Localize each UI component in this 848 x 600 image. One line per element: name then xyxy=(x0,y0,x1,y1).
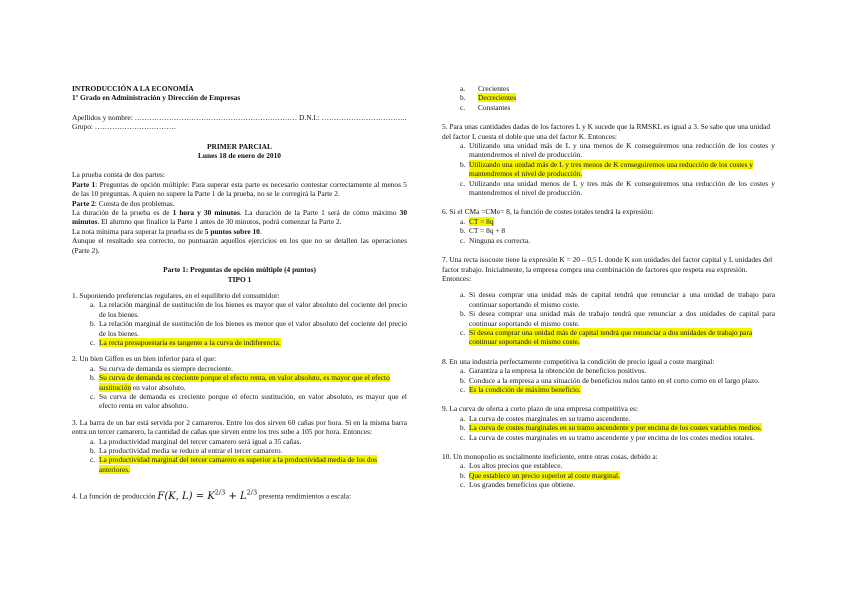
question-4-stem: 4. La función de producción F(K, $L) = K^{2/3} + L^{2/3}$ presenta rendimientos a escala: xyxy=(72,488,352,502)
exam-title: PRIMER PARCIAL xyxy=(207,141,272,151)
option-c[interactable]: c. Si desea comprar una unidad más de capital tendrá que renunciar a dos unidades de trabajo para continuar soportando el mismo coste. xyxy=(460,327,753,347)
option-c[interactable]: c. Constantes xyxy=(460,102,511,112)
instructions-note: Aunque el resultado sea correcto, no puntuarán aquellos ejercicios en los que no se detallen las operaciones (Parte 2). xyxy=(72,236,407,255)
option-b[interactable]: b. Decrecientes xyxy=(460,93,517,103)
question-2 xyxy=(72,354,407,410)
group-line: Grupo: …………………………… xyxy=(72,122,177,132)
option-b[interactable]: b. Su curva de demanda es creciente porque el efecto renta, en valor absoluto, es mayor que el efecto sustitución en valor absoluto. xyxy=(90,373,390,392)
right-column xyxy=(442,84,775,490)
option-a[interactable]: a. Garantiza a la empresa la obtención de beneficios positivos. xyxy=(460,366,647,376)
question-9 xyxy=(442,404,775,442)
exam-date: Lunes 18 de enero de 2010 xyxy=(197,151,281,161)
instructions-grade: La nota mínima para superar la prueba es de 5 puntos sobre 10. xyxy=(72,226,262,236)
question-10 xyxy=(442,452,775,490)
option-a[interactable]: a. Si desea comprar una unidad más de capital tendrá que renunciar a una unidad de trabajo para continuar soportando el mismo coste. xyxy=(460,290,775,309)
option-c[interactable]: c. La productividad marginal del tercer camarero es superior a la productividad media de los dos anteriores. xyxy=(90,455,378,474)
option-b[interactable]: b. Utilizando una unidad más de L y tres menos de K conseguiremos una reducción de los costes y mantendremos el nivel de producción. xyxy=(460,159,753,179)
question-stem: 1. Suponiendo preferencias regulares, en el equilibrio del consumidor: xyxy=(72,290,280,300)
type-title: TIPO 1 xyxy=(227,274,252,284)
option-b[interactable]: b. Que establece un precio superior al coste marginal. xyxy=(460,470,620,480)
option-b[interactable]: b. La curva de costes marginales en su tramo ascendente y por encima de los costes variables medios. xyxy=(460,423,762,433)
question-stem: 3. La barra de un bar está servida por 2 camareros. Entre los dos sirven 60 cañas por hora. Si en la misma barra entra un tercer camarero, la cantidad de cañas que sirven entre los tres sube a 105 por hora. Entonces: xyxy=(72,417,407,437)
option-c[interactable]: c. Los grandes beneficios que obtiene. xyxy=(460,480,576,490)
option-b[interactable]: b. CT = 8q + 8 xyxy=(460,226,506,236)
option-c[interactable]: c. Su curva de demanda es creciente porque el efecto sustitución, en valor absoluto, es mayor que el efecto renta en valor absoluto. xyxy=(90,391,407,411)
option-a[interactable]: a. Los altos precios que establece. xyxy=(460,461,563,471)
highlighted-answer: La productividad marginal del tercer camarero es superior a la productividad media de los dos anteriores. xyxy=(99,455,378,474)
instructions-part1: Parte 1: Preguntas de opción múltiple: Para superar esta parte es necesario contestar correctamente al menos 5 de las 10 preguntas. A quien no supere la Parte 1 de la prueba, no se le corregirá la Parte 2. xyxy=(72,179,407,199)
question-stem: 9. La curva de oferta a corto plazo de una empresa competitiva es: xyxy=(442,404,638,414)
question-1 xyxy=(72,291,407,347)
option-c[interactable]: c. Utilizando una unidad menos de L y tres más de K conseguiremos una reducción de los costes y mantendremos el nivel de producción. xyxy=(460,178,775,198)
instructions-duration: La duración de la prueba es de 1 hora y 30 minutos. La duración de la Parte 1 será de cómo máximo 30 minutos. El alumno que finalice la Parte 1 antes de 30 minutos, podrá comenzar la Parte 2. xyxy=(72,208,408,227)
question-8 xyxy=(442,357,775,395)
name-line: Apellidos y nombre: ………………………………………………………… D.N.I.: …………………………….. xyxy=(72,112,407,122)
production-function-formula: F(K, $L) = K^{2/3} + L^{2/3}$ xyxy=(157,488,258,502)
option-a[interactable]: a. CT = 8q xyxy=(460,216,494,226)
highlighted-answer: La curva de costes marginales en su tramo ascendente y por encima de los costes variables medios. xyxy=(469,423,762,433)
question-stem: 10. Un monopolio es socialmente ineficiente, entre otras cosas, debido a: xyxy=(442,452,658,461)
question-7 xyxy=(442,255,775,347)
option-c[interactable]: c. La curva de costes marginales en su tramo ascendente y por encima de los costes medios totales. xyxy=(460,432,755,442)
option-a[interactable]: a. Su curva de demanda es siempre decreciente. xyxy=(90,363,233,373)
left-column xyxy=(72,84,407,501)
option-a[interactable]: a. La curva de costes marginales en su tramo ascendente. xyxy=(460,413,631,423)
question-6 xyxy=(442,207,775,245)
highlighted-answer: Que establece un precio superior al coste marginal. xyxy=(469,470,620,480)
option-a[interactable]: a. La relación marginal de sustitución de los bienes es mayor que el valor absoluto del cociente del precio de los bienes. xyxy=(90,300,407,319)
question-stem: 6. Si el CMa =CMe= 8, la función de costes totales tendrá la expresión: xyxy=(442,207,654,217)
question-3 xyxy=(72,418,407,474)
instructions-part2: Parte 2: Consta de dos problemas. xyxy=(72,198,175,208)
highlighted-answer: Utilizando una unidad más de L y tres menos de K conseguiremos una reducción de los costes y mantendremos el nivel de producción. xyxy=(469,159,753,179)
highlighted-answer: Su curva de demanda es creciente porque el efecto renta, en valor absoluto, es mayor que el efecto sustitución xyxy=(99,373,390,392)
highlighted-answer: Es la condición de máximo beneficio. xyxy=(469,384,581,394)
option-a[interactable]: a. Crecientes xyxy=(460,84,510,93)
option-b[interactable]: b. La productividad media se reduce al entrar el tercer camarero. xyxy=(90,446,283,455)
option-b[interactable]: b. Si desea comprar una unidad más de trabajo tendrá que renunciar a dos unidades de capital para continuar soportando el mismo coste. xyxy=(460,309,775,328)
option-b[interactable]: b. Conduce a la empresa a una situación de beneficios nulos tanto en el corto como en el largo plazo. xyxy=(460,375,760,385)
option-c[interactable]: c. Ninguna es correcta. xyxy=(460,235,530,245)
option-b[interactable]: b. La relación marginal de sustitución de los bienes es menor que el valor absoluto del cociente del precio de los bienes. xyxy=(90,319,407,338)
option-c[interactable]: c. Es la condición de máximo beneficio. xyxy=(460,384,581,394)
question-stem: 7. Una recta isocoste tiene la expresión K = 20 – 0,5 L donde K son unidades del factor capital y L unidades del factor trabajo. Inicialmente, la empresa compra una combinación de factores que respeta esa expresión. Entonces: xyxy=(442,255,773,283)
question-stem: 2. Un bien Giffen es un bien inferior para el que: xyxy=(72,354,217,364)
question-4-options xyxy=(442,84,775,112)
option-a[interactable]: a. La productividad marginal del tercer camarero será igual a 35 cañas. xyxy=(90,436,302,446)
part-title: Parte 1: Preguntas de opción múltiple (4 puntos) xyxy=(163,265,316,275)
highlighted-answer: La recta presupuestaria es tangente a la curva de indiferencia. xyxy=(99,337,281,347)
instructions-intro: La prueba consta de dos partes: xyxy=(72,170,165,180)
highlighted-answer: Si desea comprar una unidad más de capital tendrá que renunciar a dos unidades de trabajo para continuar soportando el mismo coste. xyxy=(469,327,753,347)
question-stem: 8. En una industria perfectamente competitiva la condición de precio igual a coste marginal: xyxy=(442,356,715,366)
instructions xyxy=(72,170,407,255)
option-a[interactable]: a. Utilizando una unidad más de L y una menos de K conseguiremos una reducción de los costes y mantendremos el nivel de producción. xyxy=(460,141,775,160)
degree-title: 1º Grado en Administración y Dirección de Empresas xyxy=(72,93,241,103)
option-c[interactable]: c. La recta presupuestaria es tangente a la curva de indiferencia. xyxy=(90,337,281,347)
highlighted-answer: Decrecientes xyxy=(478,93,517,103)
course-title: INTRODUCCIÓN A LA ECONOMÍA xyxy=(72,84,194,93)
highlighted-answer: CT = 8q xyxy=(469,216,494,226)
question-5 xyxy=(442,122,775,197)
question-stem: 5. Para unas cantidades dadas de los factores L y K sucede que la RMSKL es igual a 3. Se sabe que una unidad del factor L cuesta el doble que una del factor K. Entonces: xyxy=(442,122,771,141)
